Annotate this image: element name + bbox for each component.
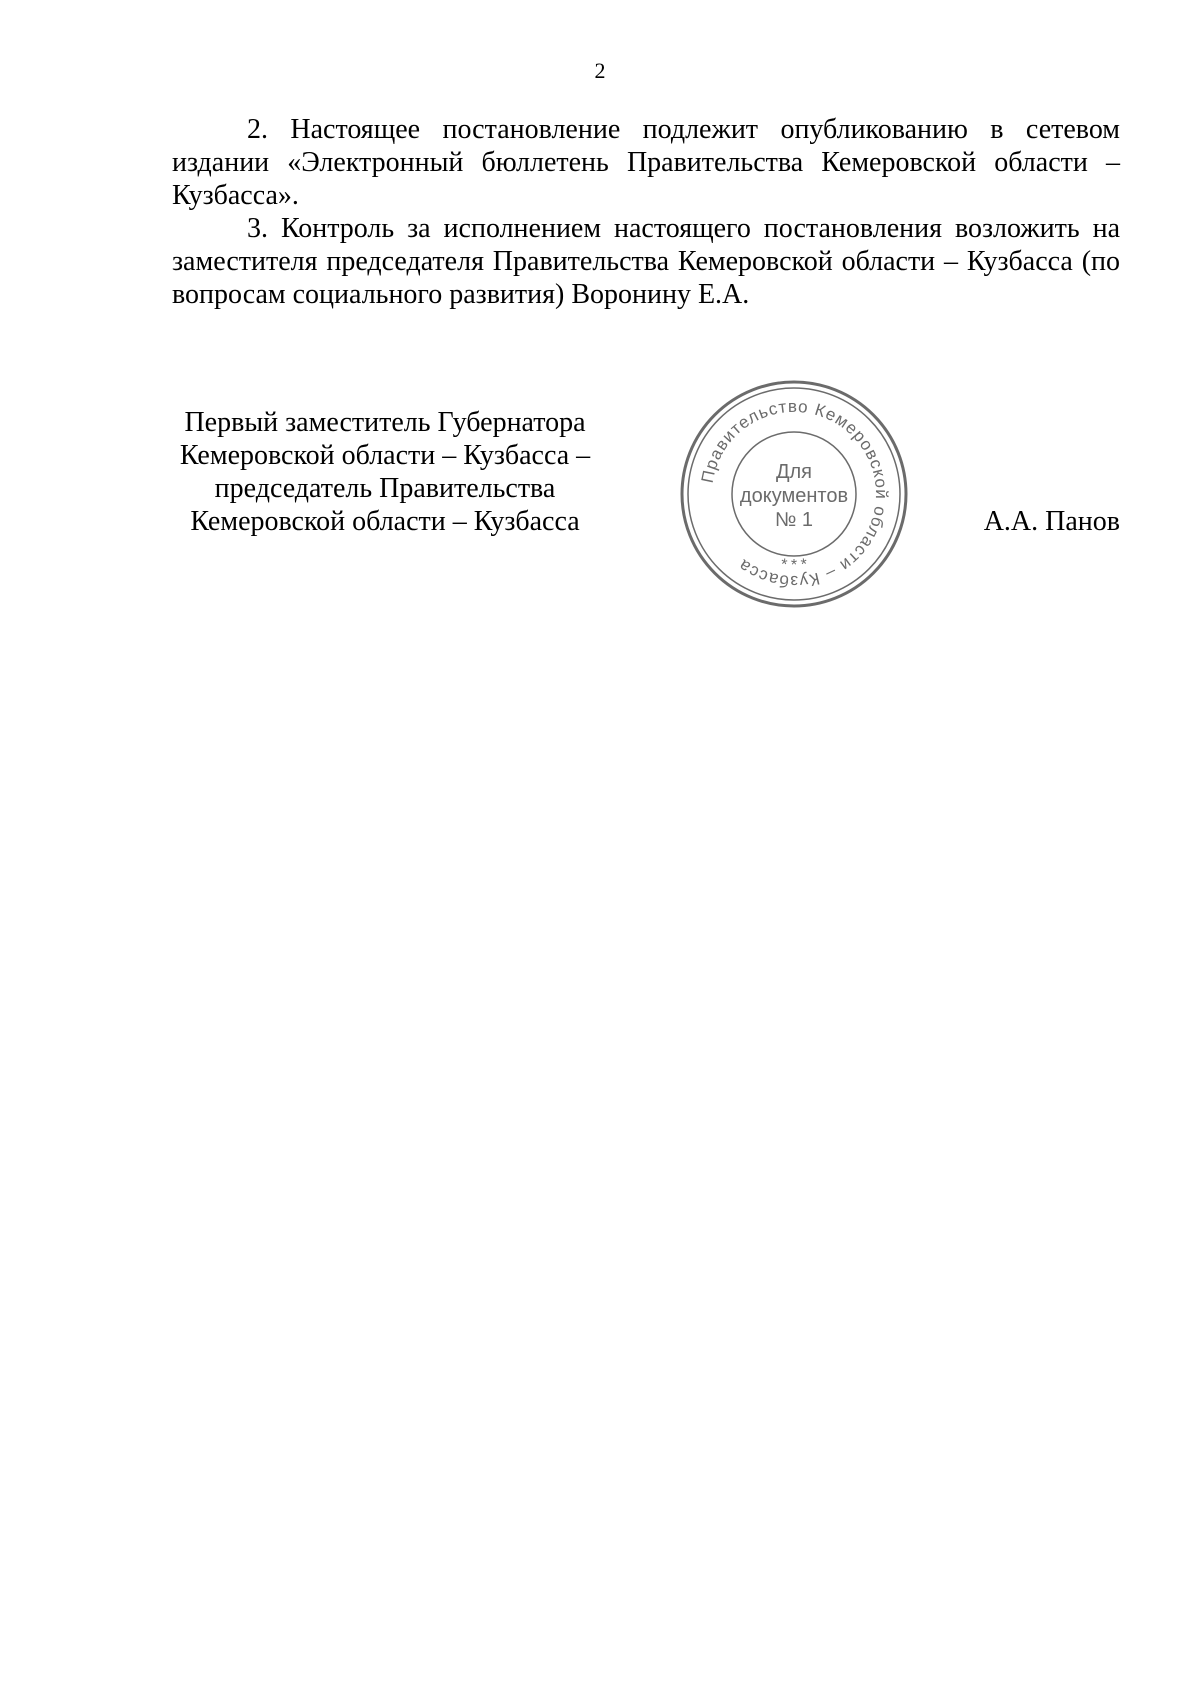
official-seal: [678, 378, 910, 610]
signer-position-line: Первый заместитель Губернатора: [184, 407, 586, 438]
seal-center-line: Для: [775, 461, 813, 483]
seal-graphic: [678, 378, 910, 610]
seal-center-line: № 1: [774, 509, 814, 531]
seal-ring-text: Правительство Кемеровской области – Кузбасса: [697, 396, 892, 592]
signer-position: [160, 406, 610, 538]
paragraph-publication: 2. Настоящее постановление подлежит опубликованию в сетевом издании «Электронный бюллетень Правительства Кемеровской области – Кузбасса».: [172, 114, 1120, 211]
document-body: [172, 113, 1120, 311]
signer-position-line: Кемеровской области – Кузбасса –: [179, 440, 591, 471]
seal-stars: * * *: [779, 556, 809, 575]
paragraph-control: 3. Контроль за исполнением настоящего постановления возложить на заместителя председателя Правительства Кемеровской области – Кузбасса (по вопросам социального развития) Воронину Е.А.: [172, 213, 1120, 310]
page-number: 2: [594, 58, 606, 83]
signer-position-line: председатель Правительства: [214, 473, 556, 504]
signer-name: А.А. Панов: [983, 506, 1120, 537]
signer-position-line: Кемеровской области – Кузбасса: [190, 506, 580, 537]
seal-center-line: документов: [739, 485, 849, 507]
